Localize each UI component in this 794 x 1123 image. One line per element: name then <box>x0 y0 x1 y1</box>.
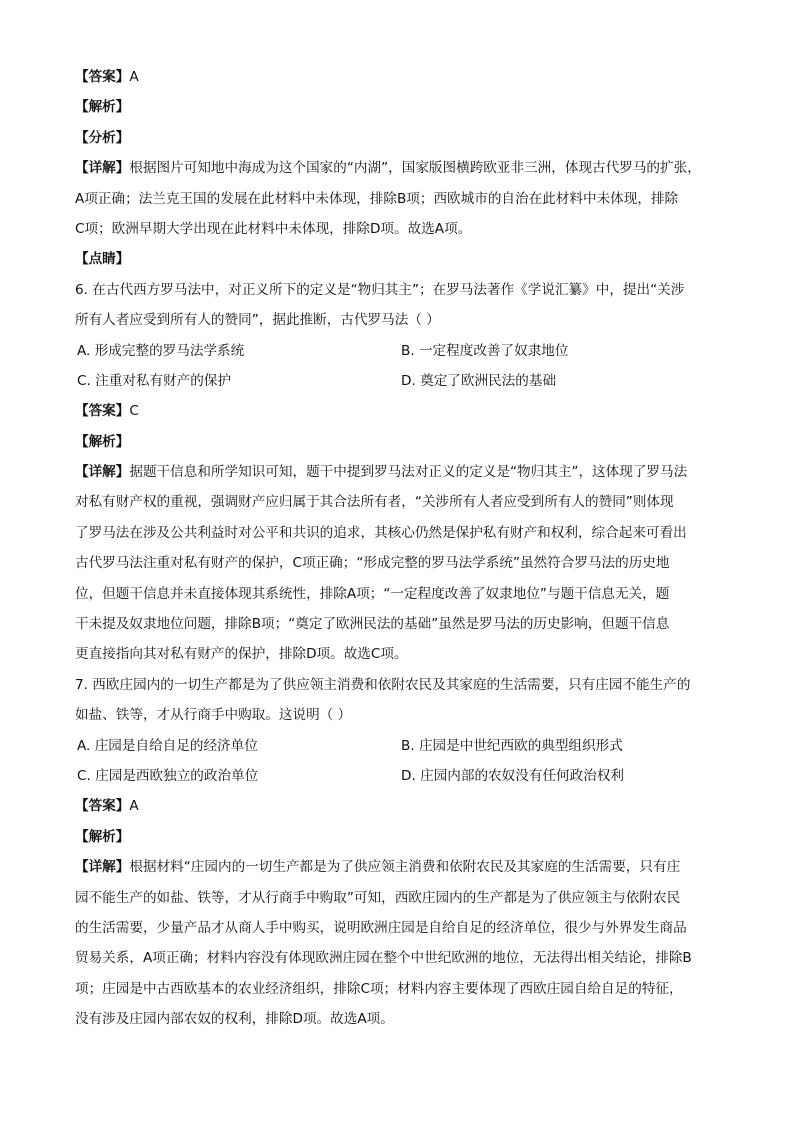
q5-dianjing-line <box>75 244 720 274</box>
q7-option-b: B. 庄园是中世纪西欧的典型组织形式 <box>401 737 623 754</box>
q6-detail-line-1: 【详解】据题干信息和所学知识可知，题干中提到罗马法对正义的定义是“物归其主”，这体现了罗马法 <box>75 464 688 481</box>
q7-analysis-line <box>75 822 720 852</box>
answer-label: 【答案】 <box>75 69 130 85</box>
answer-label: 【答案】 <box>75 403 130 420</box>
q7-option-c: C. 庄园是西欧独立的政治单位 <box>77 767 259 784</box>
detail-label: 【详解】 <box>75 859 130 876</box>
analysis-label: 【解析】 <box>75 828 130 845</box>
q7-options-row-1 <box>75 731 720 761</box>
q6-options-row-1 <box>75 336 720 366</box>
q6-detail-line-7: 更直接指向其对私有财产的保护，排除D项。故选C项。 <box>75 646 408 663</box>
q5-answer-line <box>75 62 720 92</box>
q7-options-row-2 <box>75 761 720 791</box>
q6-detail-line-5: 位，但题干信息并未直接体现其系统性，排除A项；“一定程度改善了奴隶地位”与题干信息无关，题 <box>75 585 670 602</box>
q7-option-a: A. 庄园是自给自足的经济单位 <box>77 737 258 754</box>
document-page <box>75 62 720 1035</box>
q5-answer-value: A <box>129 69 139 85</box>
analysis-label: 【解析】 <box>75 433 130 450</box>
q6-detail-line-4: 古代罗马法注重对私有财产的保护，C项正确；“形成完整的罗马法学系统”虽然符合罗马法的历史地 <box>75 555 670 572</box>
fenxi-label: 【分析】 <box>75 129 130 146</box>
q7-detail-line-4: 贸易关系，A项正确；材料内容没有体现欧洲庄园在整个中世纪欧洲的地位，无法得出相关结论，排除B <box>75 950 692 967</box>
q6-detail-line-3: 了罗马法在涉及公共利益时对公平和共识的追求，其核心仍然是保护私有财产和权利，综合起来可看出 <box>75 524 687 541</box>
q6-answer-value: C <box>129 403 139 420</box>
dianjing-label: 【点睛】 <box>75 251 130 268</box>
q7-detail-line-2: 园不能生产的如盐、铁等，才从行商手中购取”可知，西欧庄园内的生产都是为了供应领主与依附农民 <box>75 889 681 906</box>
q7-detail-line-3: 的生活需要，少量产品才从商人手中购买，说明欧洲庄园是自给自足的经济单位，很少与外界发生商品 <box>75 919 687 936</box>
detail-label: 【详解】 <box>75 160 130 177</box>
q5-detail-line-2: A项正确；法兰克王国的发展在此材料中未体现，排除B项；西欧城市的自治在此材料中未体现，排除 <box>75 190 679 207</box>
q7-detail-line-6: 没有涉及庄园内部农奴的权利，排除D项。故选A项。 <box>75 1011 394 1028</box>
q5-fenxi-line <box>75 123 720 153</box>
q5-detail-line-1: 【详解】根据图片可知地中海成为这个国家的“内湖”，国家版图横跨欧亚非三洲，体现古代罗马的扩张， <box>75 160 701 177</box>
q6-option-c: C. 注重对私有财产的保护 <box>77 372 232 389</box>
q6-analysis-line <box>75 427 720 457</box>
q7-answer-value: A <box>129 798 139 815</box>
answer-label: 【答案】 <box>75 798 130 815</box>
q6-answer-line <box>75 396 720 426</box>
q7-stem-line-1: 7. 西欧庄园内的一切生产都是为了供应领主消费和依附农民及其家庭的生活需要，只有庄园不能生产的 <box>75 676 691 693</box>
q7-option-d: D. 庄园内部的农奴没有任何政治权利 <box>401 767 625 784</box>
q6-option-a: A. 形成完整的罗马法学系统 <box>77 342 245 359</box>
q6-option-b: B. 一定程度改善了奴隶地位 <box>401 342 569 359</box>
q7-detail-line-1: 【详解】根据材料“庄园内的一切生产都是为了供应领主消费和依附农民及其家庭的生活需要，只有庄 <box>75 859 681 876</box>
analysis-label: 【解析】 <box>75 99 130 116</box>
q7-detail-line-5: 项；庄园是中古西欧基本的农业经济组织，排除C项；材料内容主要体现了西欧庄园自给自足的特征， <box>75 980 683 997</box>
q5-analysis-line <box>75 92 720 122</box>
q5-detail-line-3: C项；欧洲早期大学出现在此材料中未体现，排除D项。故选A项。 <box>75 220 472 237</box>
q7-answer-line <box>75 791 720 821</box>
q6-option-d: D. 奠定了欧洲民法的基础 <box>401 372 557 389</box>
q6-stem-line-2: 所有人者应受到所有人的赞同”，据此推断，古代罗马法（ ） <box>75 312 440 329</box>
q6-options-row-2 <box>75 366 720 396</box>
q6-detail-line-6: 干未提及奴隶地位问题，排除B项；“奠定了欧洲民法的基础”虽然是罗马法的历史影响，但题干信息 <box>75 616 670 633</box>
q6-stem-line-1: 6. 在古代西方罗马法中，对正义所下的定义是“物归其主”；在罗马法著作《学说汇纂》中，提出“关涉 <box>75 281 685 298</box>
q7-stem-line-2: 如盐、铁等，才从行商手中购取。这说明（ ） <box>75 707 352 724</box>
detail-label: 【详解】 <box>75 464 130 481</box>
q6-detail-line-2: 对私有财产权的重视，强调财产应归属于其合法所有者，“关涉所有人者应受到所有人的赞同”则体现 <box>75 494 674 511</box>
